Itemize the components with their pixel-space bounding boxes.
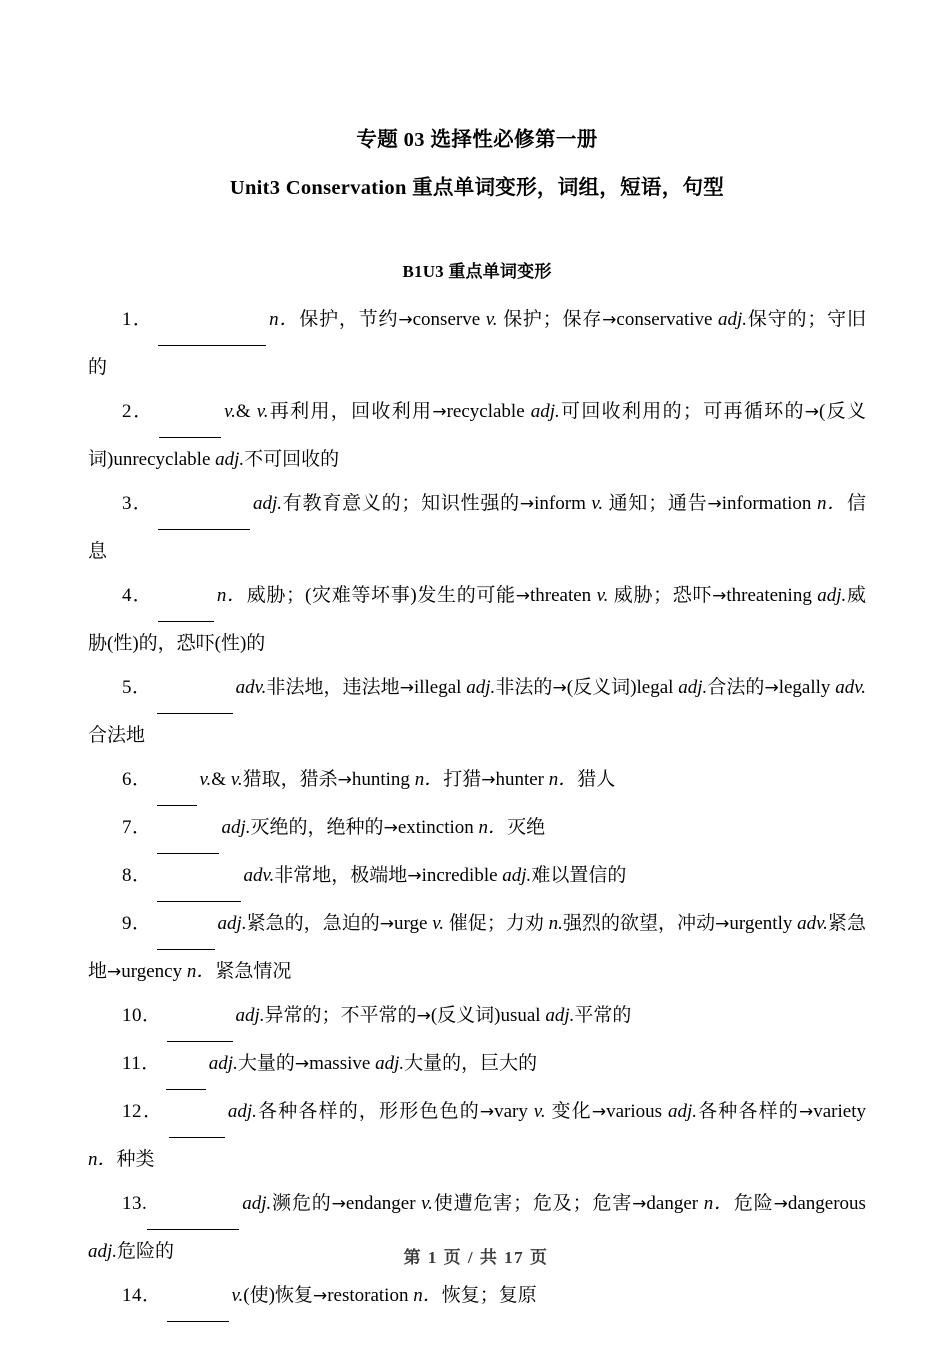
page-subtitle: Unit3 Conservation 重点单词变形，词组，短语，句型 [229,176,725,199]
answer-blank[interactable] [158,577,214,622]
arrow-icon: → [383,818,398,839]
english-word: massive [309,1053,376,1075]
part-of-speech: adj. [718,309,748,331]
chinese-gloss: (反义词) [88,401,866,471]
arrow-icon: → [407,866,422,887]
arrow-icon: → [552,678,567,699]
part-of-speech: adj. [667,1101,697,1123]
answer-blank[interactable] [157,857,241,902]
part-of-speech: adv. [243,865,275,887]
arrow-icon: → [416,1006,431,1027]
english-word: recyclable [446,401,531,423]
word-entry [88,1274,866,1322]
english-word: variety [813,1101,866,1123]
english-word: legal [636,677,679,699]
chinese-gloss: 紧急的，急迫的 [246,913,380,935]
english-word: & [211,769,231,791]
part-of-speech: v. [256,401,269,423]
chinese-gloss: 危险的 [117,1241,175,1263]
arrow-icon: → [707,494,722,515]
chinese-gloss: 种类 [116,1149,155,1171]
part-of-speech: v. [230,769,243,791]
entry-number: 5． [122,677,152,699]
chinese-gloss: 非法地，违法地 [266,677,400,699]
chinese-gloss: 使遭危害；危及；危害 [432,1193,633,1215]
entry-number: 8． [122,865,152,887]
chinese-gloss: (反义词) [566,677,637,699]
chinese-gloss: 各种各样的 [696,1101,799,1123]
chinese-gloss: 各种各样的，形形色色的 [256,1101,480,1123]
answer-blank[interactable] [158,485,250,530]
part-of-speech: v. [199,769,212,791]
word-entry [88,298,866,390]
chinese-gloss: (使)恢复 [243,1285,313,1307]
part-of-speech: adj. [530,401,560,423]
english-word: unrecyclable [113,449,216,471]
english-word: urgently [729,913,798,935]
word-entry [88,902,866,994]
part-of-speech: v. [421,1193,433,1215]
page-content [88,0,866,1322]
arrow-icon: → [479,1102,495,1123]
english-word: & [235,401,257,423]
answer-blank[interactable] [169,1093,225,1138]
answer-blank[interactable] [158,301,266,346]
word-entry [88,1090,866,1182]
part-of-speech: n． [816,493,847,515]
arrow-icon: → [294,1054,310,1075]
part-of-speech: adj. [227,1101,257,1123]
part-of-speech: adj. [242,1193,272,1215]
english-word: hunter [495,769,549,791]
chinese-gloss: 威胁(性)的，恐吓(性)的 [88,585,866,655]
english-word: incredible [421,865,503,887]
english-word: inform [534,493,592,515]
part-of-speech: adj. [221,817,251,839]
part-of-speech: n． [413,1285,442,1307]
part-of-speech: n． [186,961,216,983]
entry-number: 14． [122,1285,162,1307]
arrow-icon: → [591,1102,607,1123]
arrow-icon: → [312,1286,328,1307]
english-word: conservative [616,309,719,331]
english-word: threaten [529,585,597,607]
english-word: endanger [345,1193,422,1215]
chinese-gloss: 威胁；恐吓 [608,585,713,607]
arrow-icon: → [798,1102,814,1123]
chinese-gloss: 不可回收的 [244,449,340,471]
answer-blank[interactable] [167,997,233,1042]
chinese-gloss: 强烈的欲望，冲动 [562,913,716,935]
section-heading: B1U3 重点单词变形 [402,262,552,282]
word-entry [88,854,866,902]
arrow-icon: → [331,1194,346,1215]
chinese-gloss: 保守的；守旧的 [88,309,866,379]
part-of-speech: adj. [208,1053,238,1075]
entry-number: 9． [122,913,152,935]
part-of-speech: n． [478,817,508,839]
part-of-speech: n． [414,769,444,791]
word-entry [88,994,866,1042]
chinese-gloss: 灭绝 [507,817,546,839]
entry-number: 12． [122,1101,164,1123]
entry-number: 4． [122,585,153,607]
part-of-speech: n． [88,1149,117,1171]
part-of-speech: adj. [88,1241,118,1263]
arrow-icon: → [519,494,535,515]
english-word: restoration [327,1285,414,1307]
part-of-speech: adv. [797,913,828,935]
chinese-gloss: 可回收利用的；可再循环的 [559,401,805,423]
part-of-speech: adv. [835,677,866,699]
arrow-icon: → [773,1194,788,1215]
chinese-gloss: 打猎 [443,769,482,791]
arrow-icon: → [337,770,352,791]
answer-blank[interactable] [157,905,215,950]
chinese-gloss: 信息 [88,493,866,563]
part-of-speech: n． [703,1193,734,1215]
answer-blank[interactable] [159,393,221,438]
chinese-gloss: 异常的；不平常的 [264,1005,417,1027]
word-form-list [88,298,866,1322]
chinese-gloss: 紧急地 [88,913,866,983]
part-of-speech: n． [269,309,300,331]
english-word: extinction [397,817,479,839]
chinese-gloss: 威胁；(灾难等坏事)发生的可能 [246,585,516,607]
entry-number: 11． [122,1053,161,1075]
part-of-speech: adj. [817,585,847,607]
chinese-gloss: 大量的，巨大的 [404,1053,538,1075]
part-of-speech: adj. [678,677,708,699]
english-word: hunting [351,769,415,791]
english-word: legally [778,677,836,699]
arrow-icon: → [481,770,496,791]
chinese-gloss: 保护；保存 [497,309,603,331]
entry-number: 13. [122,1193,148,1215]
chinese-gloss: 猎取，猎杀 [242,769,338,791]
chinese-gloss: 紧急情况 [215,961,292,983]
part-of-speech: n. [548,913,563,935]
answer-blank[interactable] [166,1045,206,1090]
part-of-speech: adj. [545,1005,575,1027]
chinese-gloss: 非法的 [495,677,553,699]
part-of-speech: v. [596,585,609,607]
arrow-icon: → [632,1194,647,1215]
part-of-speech: v. [224,401,236,423]
arrow-icon: → [398,310,413,331]
arrow-icon: → [715,914,730,935]
answer-blank[interactable] [157,761,197,806]
entry-number: 10． [122,1005,162,1027]
word-entry [88,482,866,574]
page-title: 专题 03 选择性必修第一册 [356,129,598,151]
word-entry [88,758,866,806]
english-word: vary [494,1101,534,1123]
part-of-speech: n． [548,769,578,791]
chinese-gloss: 通知；通告 [603,493,708,515]
chinese-gloss: 大量的 [237,1053,295,1075]
arrow-icon: → [804,402,820,423]
english-word: information [721,493,817,515]
entry-number: 2． [122,401,155,423]
answer-blank[interactable] [167,1277,229,1322]
english-word: usual [500,1005,546,1027]
chinese-gloss: (反义词) [430,1005,501,1027]
part-of-speech: adj. [215,449,245,471]
part-of-speech: adj. [253,493,283,515]
answer-blank[interactable] [157,669,233,714]
part-of-speech: adv. [235,677,267,699]
chinese-gloss: 难以置信的 [531,865,627,887]
part-of-speech: v. [533,1101,546,1123]
word-entry [88,806,866,854]
word-entry [88,666,866,758]
english-word: threatening [726,585,818,607]
english-word: dangerous [787,1193,866,1215]
entry-number: 3． [122,493,154,515]
arrow-icon: → [712,586,727,607]
chinese-gloss: 平常的 [574,1005,632,1027]
chinese-gloss: 合法的 [707,677,765,699]
chinese-gloss: 灭绝的，绝种的 [250,817,384,839]
part-of-speech: adj. [466,677,496,699]
part-of-speech: adj. [235,1005,265,1027]
word-entry [88,1042,866,1090]
part-of-speech: adj. [502,865,532,887]
english-word: conserve [412,309,486,331]
chinese-gloss: 变化 [545,1101,592,1123]
word-entry [88,390,866,482]
part-of-speech: v. [591,493,604,515]
arrow-icon: → [107,962,122,983]
chinese-gloss: 非常地，极端地 [274,865,408,887]
part-of-speech: adj. [217,913,247,935]
arrow-icon: → [602,310,617,331]
entry-number: 7． [122,817,152,839]
page-footer: 第 1 页 / 共 17 页 [403,1248,549,1267]
arrow-icon: → [399,678,414,699]
english-word: urge [394,913,433,935]
arrow-icon: → [379,914,395,935]
chinese-gloss: 保护，节约 [299,309,399,331]
chinese-gloss: 催促；力劝 [444,913,549,935]
answer-blank[interactable] [147,1185,239,1230]
chinese-gloss: 危险 [733,1193,774,1215]
part-of-speech: v. [432,913,444,935]
chinese-gloss: 再利用，回收利用 [268,401,433,423]
arrow-icon: → [764,678,779,699]
english-word: danger [646,1193,704,1215]
entry-number: 6． [122,769,152,791]
english-word: illegal [413,677,467,699]
part-of-speech: v. [485,309,498,331]
chinese-gloss: 有教育意义的；知识性强的 [282,493,520,515]
chinese-gloss: 合法地 [88,725,146,747]
chinese-gloss: 恢复；复原 [441,1285,537,1307]
arrow-icon: → [432,402,447,423]
part-of-speech: n． [216,585,247,607]
answer-blank[interactable] [157,809,219,854]
english-word: urgency [121,961,187,983]
part-of-speech: adj. [375,1053,405,1075]
part-of-speech: v. [231,1285,244,1307]
arrow-icon: → [515,586,530,607]
chinese-gloss: 猎人 [577,769,616,791]
word-entry [88,574,866,666]
english-word: various [606,1101,668,1123]
chinese-gloss: 濒危的 [271,1193,332,1215]
entry-number: 1． [122,309,154,331]
